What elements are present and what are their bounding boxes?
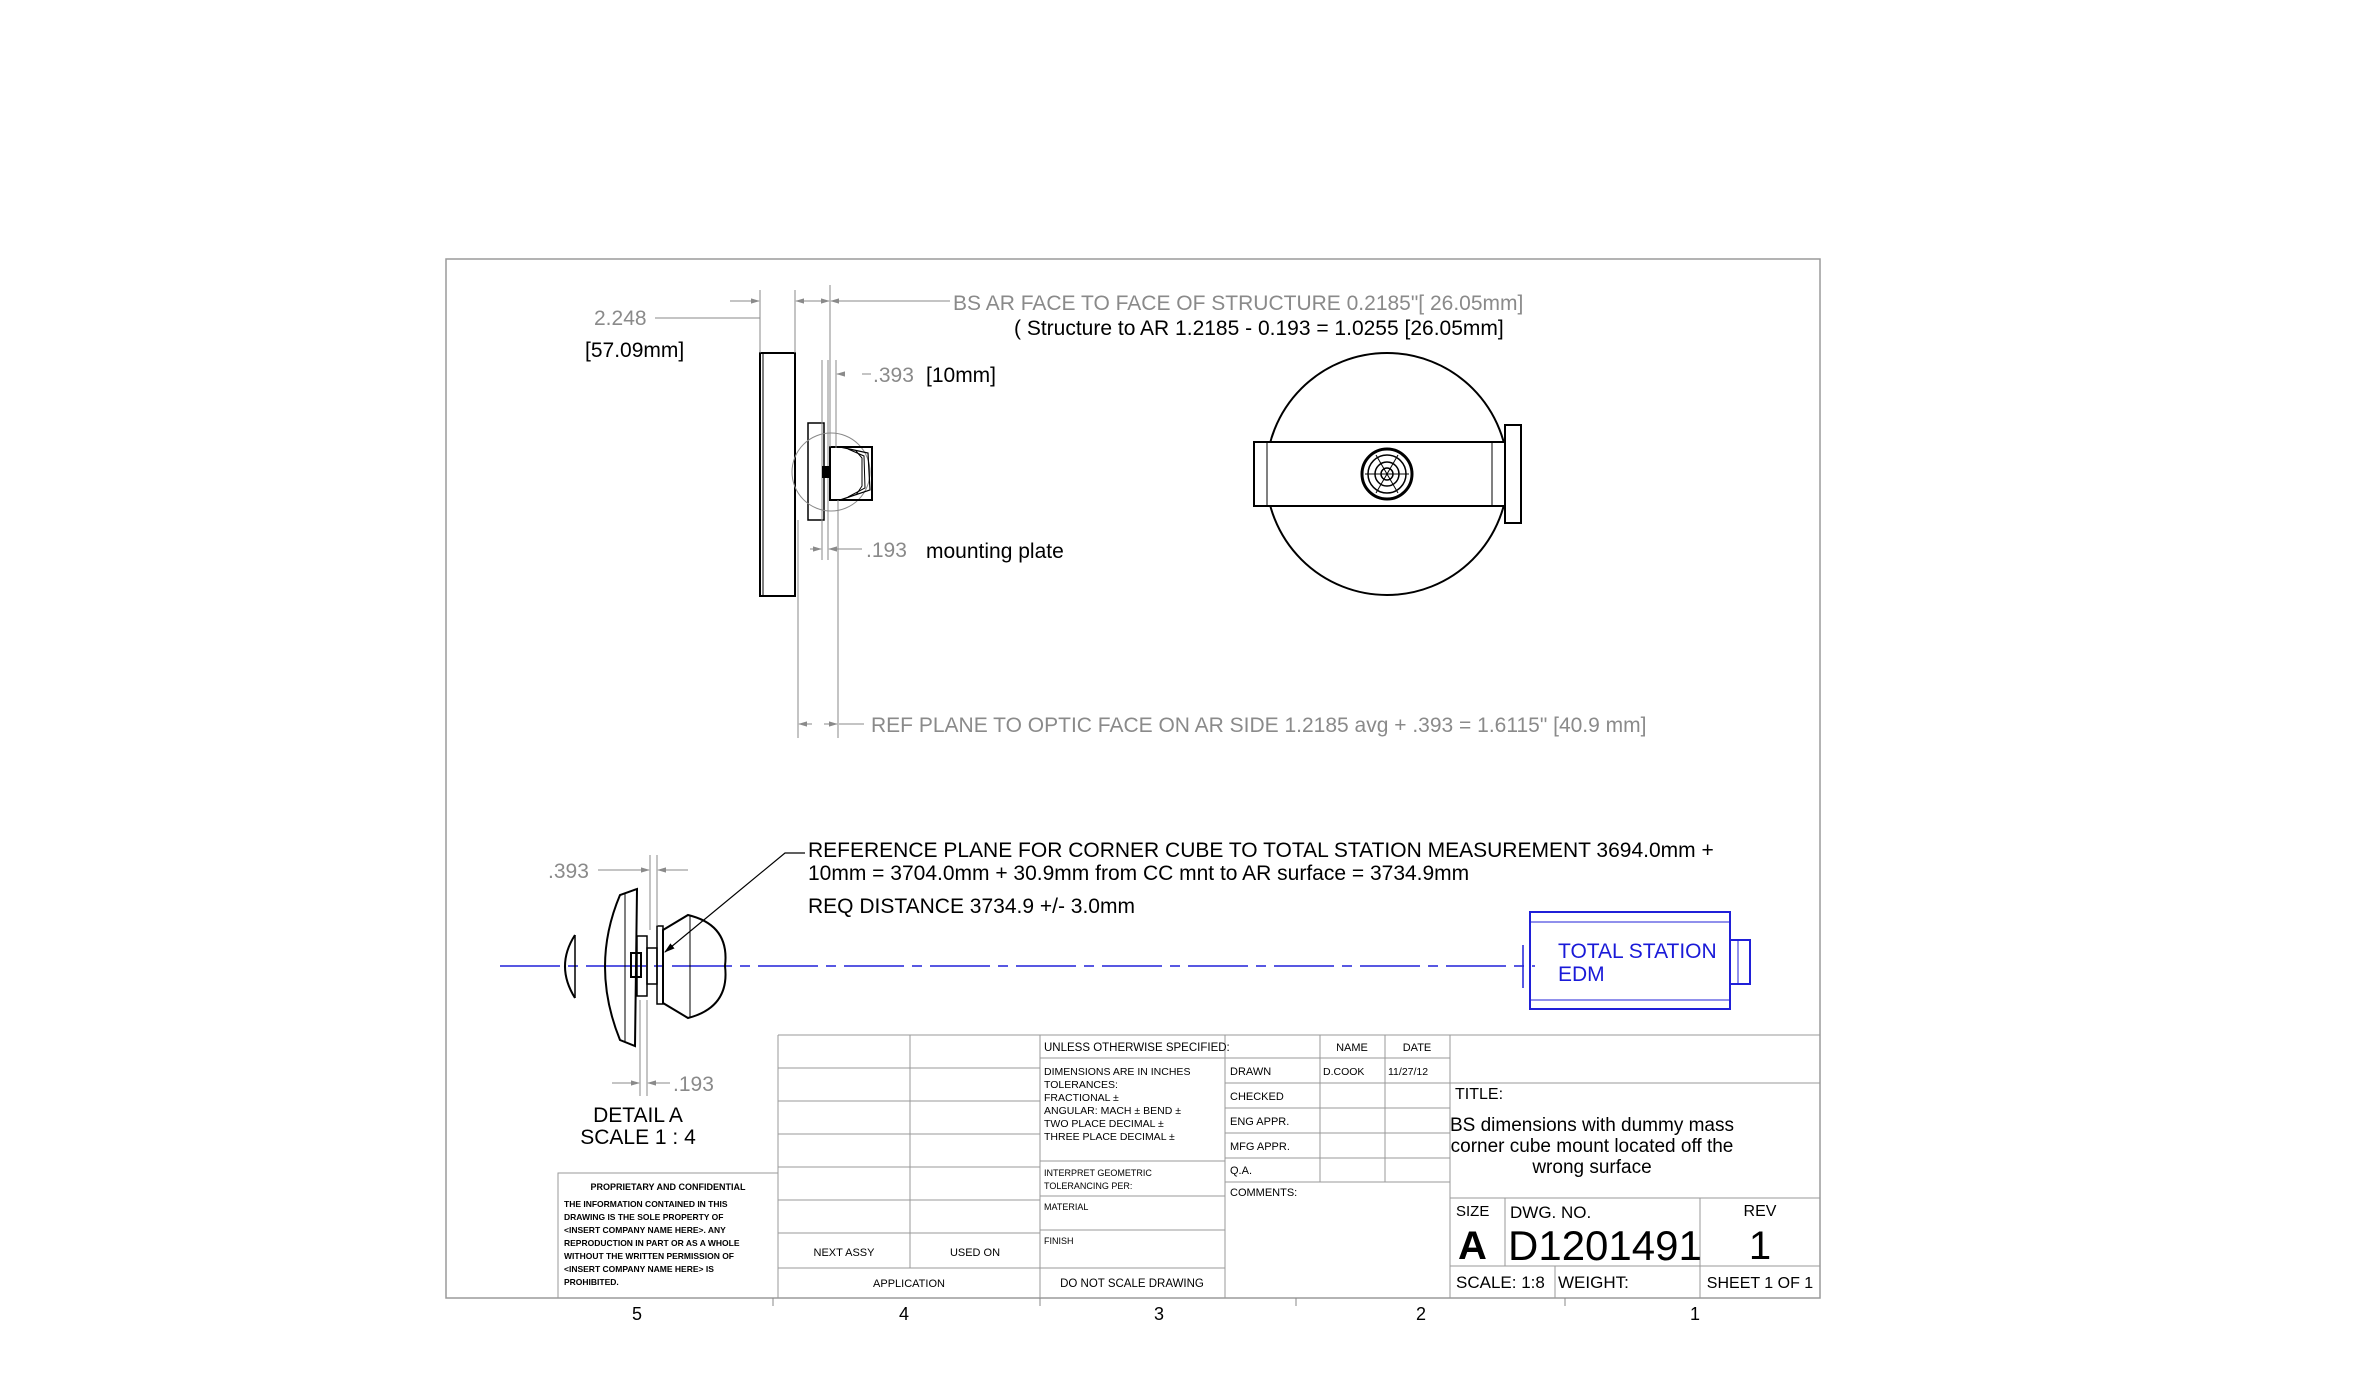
drawn-date: 11/27/12 <box>1388 1066 1429 1078</box>
date-header: DATE <box>1402 1042 1432 1054</box>
detail-scale: SCALE 1 : 4 <box>580 1126 696 1149</box>
bar-end-tab <box>1505 425 1521 523</box>
dim-2248-mm: [57.09mm] <box>585 339 685 362</box>
total-station-lens <box>1730 940 1750 984</box>
zone-3: 3 <box>1153 1304 1165 1324</box>
interpret-line2: TOLERANCING PER: <box>1044 1181 1133 1191</box>
dwg-no: D1201491 <box>1508 1222 1702 1269</box>
mfg-appr-label: MFG APPR. <box>1230 1141 1290 1153</box>
next-assy-label: NEXT ASSY <box>813 1247 875 1259</box>
structure-to-ar-label: ( Structure to AR 1.2185 - 0.193 = 1.0255 [26.05mm] <box>1014 317 1504 340</box>
size-value: A <box>1458 1224 1487 1268</box>
drawn-label: DRAWN <box>1230 1066 1272 1078</box>
mounting-plate-label: mounting plate <box>926 540 1064 563</box>
dim-193-top: .193 <box>866 539 907 562</box>
dim-393-mm: [10mm] <box>926 364 997 387</box>
total-station-edm: EDM <box>1558 963 1605 986</box>
ref-plane-line2: 10mm = 3704.0mm + 30.9mm from CC mnt to AR surface = 3734.9mm <box>808 862 1470 885</box>
material-label: MATERIAL <box>1044 1202 1089 1212</box>
used-on-label: USED ON <box>949 1247 1001 1259</box>
eng-appr-label: ENG APPR. <box>1230 1116 1290 1128</box>
proprietary-line7: PROHIBITED. <box>564 1277 619 1287</box>
rev-label: REV <box>1743 1203 1777 1220</box>
comments-label: COMMENTS: <box>1230 1187 1298 1199</box>
title-line1: BS dimensions with dummy mass <box>1449 1115 1735 1136</box>
detail-title: DETAIL A <box>593 1104 683 1127</box>
unless-label: UNLESS OTHERWISE SPECIFIED: <box>1044 1042 1230 1054</box>
rev-value: 1 <box>1748 1224 1772 1268</box>
proprietary-line4: REPRODUCTION IN PART OR AS A WHOLE <box>564 1238 740 1248</box>
dwg-no-label: DWG. NO. <box>1510 1203 1592 1222</box>
total-station-label: TOTAL STATION <box>1558 940 1717 963</box>
structure-plate <box>760 353 795 596</box>
ref-plane-label: REF PLANE TO OPTIC FACE ON AR SIDE 1.2185 avg + .393 = 1.6115" [40.9 mm] <box>871 714 1647 737</box>
top-dimensions <box>585 285 1646 738</box>
zone-1: 1 <box>1689 1304 1701 1324</box>
optic-clamp <box>822 466 830 478</box>
weight-label: WEIGHT: <box>1558 1273 1629 1292</box>
proprietary-heading: PROPRIETARY AND CONFIDENTIAL <box>590 1182 746 1192</box>
scale-value: SCALE: 1:8 <box>1456 1273 1545 1292</box>
detail-dim-393: .393 <box>548 860 589 883</box>
proprietary-line1: THE INFORMATION CONTAINED IN THIS <box>564 1199 728 1209</box>
zone-markers <box>632 1298 1700 1324</box>
name-header: NAME <box>1336 1042 1368 1054</box>
title-line3: wrong surface <box>1532 1157 1652 1178</box>
interpret-line1: INTERPRET GEOMETRIC <box>1044 1168 1152 1178</box>
size-label: SIZE <box>1456 1203 1490 1220</box>
proprietary-line5: WITHOUT THE WRITTEN PERMISSION OF <box>564 1251 734 1261</box>
detail-dim-193: .193 <box>673 1073 714 1096</box>
dims-line2: TOLERANCES: <box>1044 1079 1118 1091</box>
proprietary-line3: <INSERT COMPANY NAME HERE>. ANY <box>564 1225 726 1235</box>
zone-4: 4 <box>898 1304 910 1324</box>
dim-393-top: .393 <box>873 364 914 387</box>
zone-5: 5 <box>631 1304 643 1324</box>
ref-plane-leader <box>665 853 805 952</box>
dim-2248: 2.248 <box>594 307 647 330</box>
side-view <box>760 353 872 596</box>
front-view <box>1254 353 1521 595</box>
bs-ar-face-label: BS AR FACE TO FACE OF STRUCTURE 0.2185"[ 26.05mm] <box>953 292 1524 315</box>
detail-structure <box>605 889 637 1046</box>
dims-line1: DIMENSIONS ARE IN INCHES <box>1044 1066 1191 1078</box>
proprietary-line6: <INSERT COMPANY NAME HERE> IS <box>564 1264 714 1274</box>
title-label: TITLE: <box>1455 1086 1504 1103</box>
zone-2: 2 <box>1415 1304 1427 1324</box>
sheet-label: SHEET 1 OF 1 <box>1706 1275 1814 1292</box>
title-line2: corner cube mount located off the <box>1450 1136 1734 1157</box>
drawn-name: D.COOK <box>1323 1066 1365 1078</box>
title-block-text <box>564 1042 1813 1292</box>
finish-label: FINISH <box>1044 1236 1074 1246</box>
do-not-scale-label: DO NOT SCALE DRAWING <box>1060 1278 1204 1290</box>
proprietary-line2: DRAWING IS THE SOLE PROPERTY OF <box>564 1212 724 1222</box>
dims-line6: THREE PLACE DECIMAL ± <box>1044 1131 1175 1143</box>
application-label: APPLICATION <box>873 1278 945 1290</box>
ref-plane-line1: REFERENCE PLANE FOR CORNER CUBE TO TOTAL STATION MEASUREMENT 3694.0mm + <box>808 839 1714 862</box>
checked-label: CHECKED <box>1230 1091 1284 1103</box>
req-distance-label: REQ DISTANCE 3734.9 +/- 3.0mm <box>808 895 1135 918</box>
qa-label: Q.A. <box>1230 1165 1253 1177</box>
dims-line3: FRACTIONAL ± <box>1044 1092 1119 1104</box>
dims-line5: TWO PLACE DECIMAL ± <box>1044 1118 1164 1130</box>
dims-line4: ANGULAR: MACH ± BEND ± <box>1044 1105 1181 1117</box>
detail-a <box>500 839 1750 1149</box>
